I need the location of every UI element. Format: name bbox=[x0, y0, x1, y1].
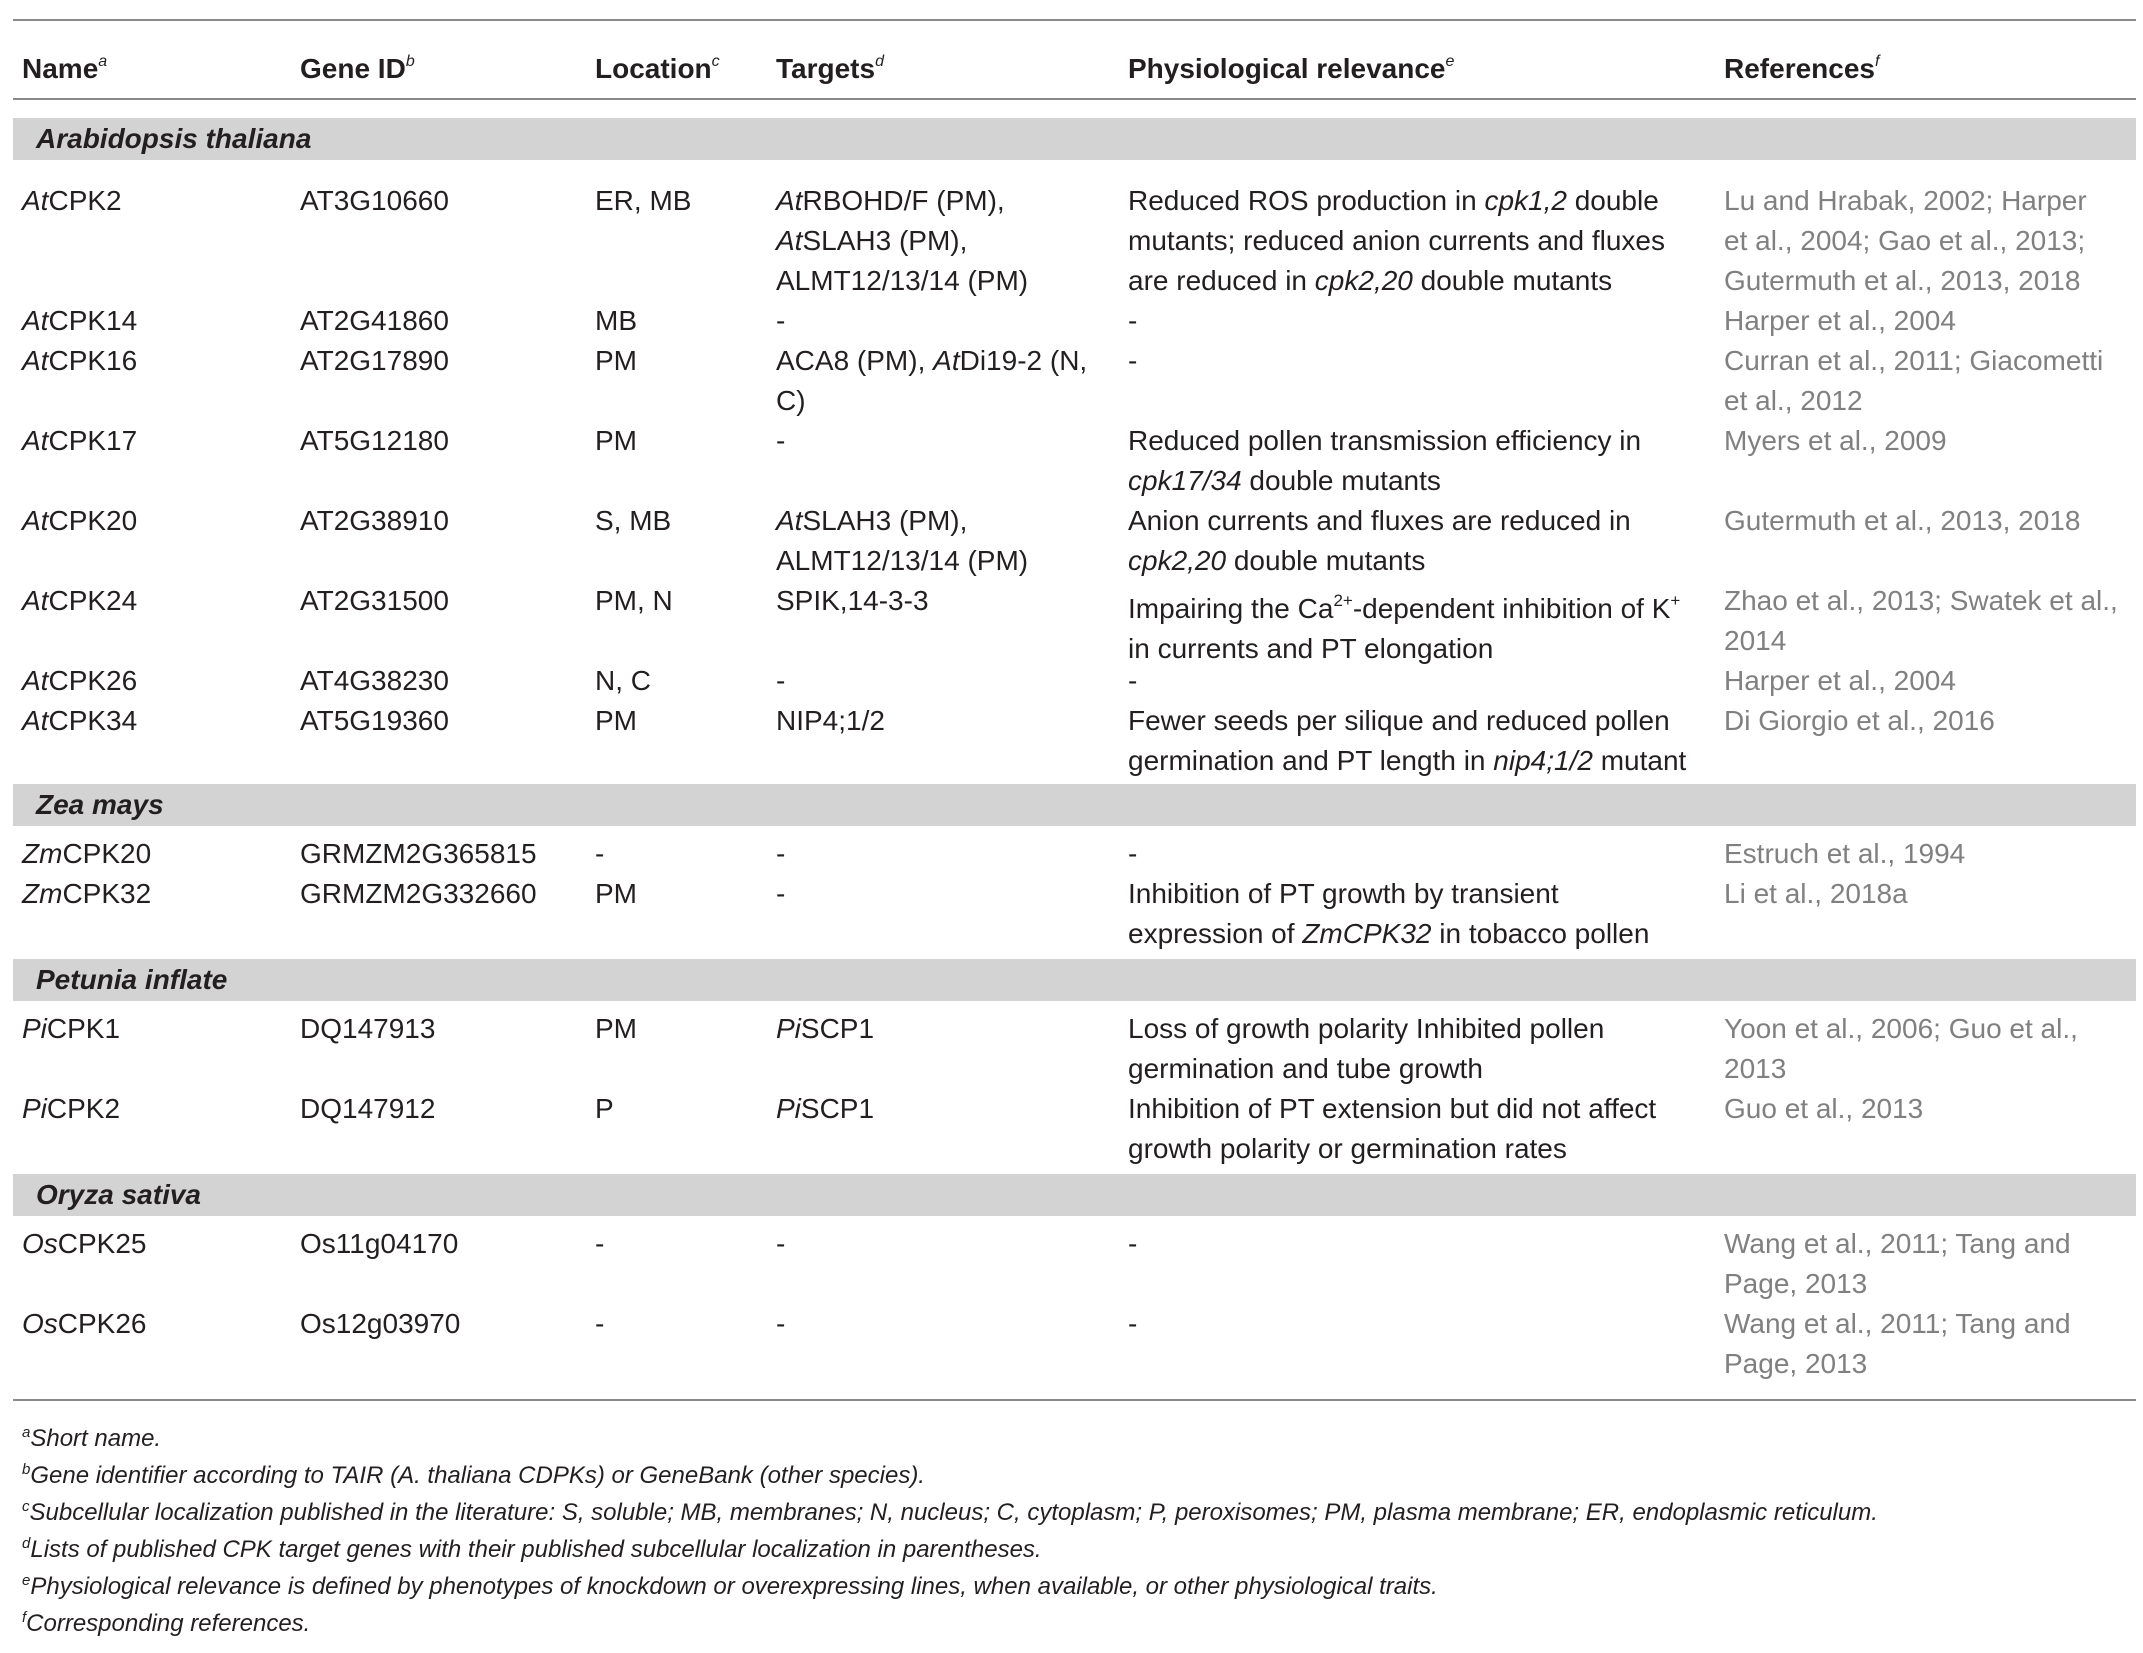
cell-name: AtCPK34 bbox=[22, 705, 138, 736]
cell-gene-id: AT2G17890 bbox=[300, 345, 449, 376]
cell-location: - bbox=[595, 1228, 605, 1259]
cell-gene-id: DQ147913 bbox=[300, 1013, 436, 1044]
cell-physiological-relevance: Reduced pollen transmission efficiency in cpk17/34 double mutants bbox=[1128, 425, 1642, 496]
cell-gene-id: AT2G41860 bbox=[300, 305, 449, 336]
cell-location: ER, MB bbox=[595, 185, 692, 216]
species-band: Petunia inflate bbox=[13, 959, 2136, 1001]
cell-references: Wang et al., 2011; Tang and Page, 2013 bbox=[1724, 1308, 2071, 1379]
cell-references: Harper et al., 2004 bbox=[1724, 305, 1956, 336]
cell-gene-id: AT3G10660 bbox=[300, 185, 449, 216]
cell-targets: - bbox=[776, 665, 786, 696]
cell-location: - bbox=[595, 838, 605, 869]
cell-references: Di Giorgio et al., 2016 bbox=[1724, 705, 1995, 736]
cell-targets: ACA8 (PM), AtDi19-2 (N, C) bbox=[776, 345, 1088, 416]
cell-targets: PiSCP1 bbox=[776, 1013, 875, 1044]
cell-references: Lu and Hrabak, 2002; Harper et al., 2004; Gao et al., 2013; Gutermuth et al., 2013, 2018 bbox=[1724, 185, 2087, 296]
footnote: $^a$Short name. bbox=[22, 1424, 162, 1452]
header-rule bbox=[13, 98, 2136, 100]
footnote: $^f$Corresponding references. bbox=[22, 1609, 311, 1637]
header-physiological-relevance: Physiological relevance$^e$ bbox=[1128, 53, 1455, 84]
cell-name: ZmCPK32 bbox=[22, 878, 152, 909]
header-targets: Targets$^d$ bbox=[776, 53, 884, 84]
cell-physiological-relevance: - bbox=[1128, 665, 1138, 696]
cell-physiological-relevance: Loss of growth polarity Inhibited pollen germination and tube growth bbox=[1128, 1013, 1605, 1084]
cell-targets: PiSCP1 bbox=[776, 1093, 875, 1124]
cell-references: Li et al., 2018a bbox=[1724, 878, 1908, 909]
cell-targets: - bbox=[776, 1308, 786, 1339]
cell-name: PiCPK2 bbox=[22, 1093, 121, 1124]
species-band: Arabidopsis thaliana bbox=[13, 118, 2136, 160]
cell-name: AtCPK24 bbox=[22, 585, 138, 616]
footnote: $^e$Physiological relevance is defined by phenotypes of knockdown or overexpressing lines, when available, or other physiological traits. bbox=[22, 1572, 1438, 1600]
cell-name: AtCPK20 bbox=[22, 505, 138, 536]
cell-location: P bbox=[595, 1093, 614, 1124]
footnote: $^c$Subcellular localization published in the literature: S, soluble; MB, membranes; N, nucleus; C, cytoplasm; P, peroxisomes; PM, plasma membrane; ER, endoplasmic reticulum. bbox=[22, 1498, 1878, 1526]
header-references: References$^f$ bbox=[1724, 53, 1880, 84]
header-location: Location$^c$ bbox=[595, 53, 720, 84]
cell-physiological-relevance: - bbox=[1128, 305, 1138, 336]
cell-physiological-relevance: Anion currents and fluxes are reduced in cpk2,20 double mutants bbox=[1128, 505, 1631, 576]
cell-references: Myers et al., 2009 bbox=[1724, 425, 1947, 456]
cell-references: Curran et al., 2011; Giacometti et al., 2012 bbox=[1724, 345, 2104, 416]
cell-location: N, C bbox=[595, 665, 651, 696]
cell-gene-id: AT5G19360 bbox=[300, 705, 449, 736]
species-band: Zea mays bbox=[13, 784, 2136, 826]
header-gene-id: Gene $ID^b$ bbox=[300, 53, 415, 84]
cell-location: S, MB bbox=[595, 505, 672, 536]
cell-name: AtCPK26 bbox=[22, 665, 138, 696]
cell-gene-id: DQ147912 bbox=[300, 1093, 436, 1124]
cell-targets: SPIK,14-3-3 bbox=[776, 585, 929, 616]
cell-name: AtCPK14 bbox=[22, 305, 138, 336]
cell-gene-id: Os11g04170 bbox=[300, 1228, 459, 1259]
cell-references: Gutermuth et al., 2013, 2018 bbox=[1724, 505, 2081, 536]
cell-physiological-relevance: Reduced ROS production in cpk1,2 double mutants; reduced anion currents and fluxes are reduced in cpk2,20 double mutants bbox=[1128, 185, 1665, 296]
header-name: Name$^a$ bbox=[22, 53, 108, 84]
cell-references: Yoon et al., 2006; Guo et al., 2013 bbox=[1724, 1013, 2078, 1084]
cell-references: Estruch et al., 1994 bbox=[1724, 838, 1966, 869]
cell-gene-id: AT2G38910 bbox=[300, 505, 449, 536]
cell-gene-id: GRMZM2G365815 bbox=[300, 838, 537, 869]
species-band: Oryza sativa bbox=[13, 1174, 2136, 1216]
cell-location: PM bbox=[595, 425, 637, 456]
cell-name: OsCPK25 bbox=[22, 1228, 147, 1259]
cell-references: Harper et al., 2004 bbox=[1724, 665, 1956, 696]
cell-name: AtCPK2 bbox=[22, 185, 122, 216]
cell-physiological-relevance: Impairing the $Ca^{2+}$-dependent inhibition of K+ in currents and PT elongation bbox=[1128, 591, 1681, 664]
cell-name: ZmCPK20 bbox=[22, 838, 152, 869]
cell-references: Wang et al., 2011; Tang and Page, 2013 bbox=[1724, 1228, 2071, 1299]
cell-targets: NIP4;1/2 bbox=[776, 705, 885, 736]
cell-physiological-relevance: Fewer seeds per silique and reduced pollen germination and PT length in nip4;1/2 mutant bbox=[1128, 705, 1687, 776]
cell-targets: - bbox=[776, 878, 786, 909]
cell-location: - bbox=[595, 1308, 605, 1339]
cell-location: PM, N bbox=[595, 585, 673, 616]
cell-gene-id: AT5G12180 bbox=[300, 425, 449, 456]
cell-targets: AtSLAH3 (PM), ALMT12/13/14 (PM) bbox=[776, 505, 1029, 576]
cell-name: PiCPK1 bbox=[22, 1013, 121, 1044]
footnote: $^b$Gene identifier according to TAIR (A. thaliana CDPKs) or GeneBank (other species). bbox=[22, 1461, 925, 1489]
cell-name: AtCPK17 bbox=[22, 425, 138, 456]
cell-physiological-relevance: - bbox=[1128, 838, 1138, 869]
cell-references: Zhao et al., 2013; Swatek et al., 2014 bbox=[1724, 585, 2118, 656]
cell-location: PM bbox=[595, 345, 637, 376]
cell-targets: AtRBOHD/F (PM), AtSLAH3 (PM), ALMT12/13/14 (PM) bbox=[776, 185, 1029, 296]
footnote: $^d$Lists of published CPK target genes with their published subcellular localization in parentheses. bbox=[22, 1535, 1042, 1563]
cell-location: MB bbox=[595, 305, 637, 336]
cell-physiological-relevance: - bbox=[1128, 345, 1138, 376]
cell-gene-id: AT2G31500 bbox=[300, 585, 449, 616]
cell-location: PM bbox=[595, 878, 637, 909]
cell-targets: - bbox=[776, 838, 786, 869]
cell-physiological-relevance: Inhibition of PT extension but did not affect growth polarity or germination rates bbox=[1128, 1093, 1657, 1164]
cell-targets: - bbox=[776, 425, 786, 456]
cell-gene-id: AT4G38230 bbox=[300, 665, 449, 696]
cell-targets: - bbox=[776, 305, 786, 336]
cell-references: Guo et al., 2013 bbox=[1724, 1093, 1924, 1124]
cell-gene-id: Os12g03970 bbox=[300, 1308, 461, 1339]
cell-location: PM bbox=[595, 1013, 637, 1044]
cell-physiological-relevance: - bbox=[1128, 1308, 1138, 1339]
cell-targets: - bbox=[776, 1228, 786, 1259]
cell-gene-id: GRMZM2G332660 bbox=[300, 878, 537, 909]
cell-physiological-relevance: Inhibition of PT growth by transient expression of ZmCPK32 in tobacco pollen bbox=[1128, 878, 1650, 949]
cell-name: OsCPK26 bbox=[22, 1308, 147, 1339]
cell-physiological-relevance: - bbox=[1128, 1228, 1138, 1259]
top-rule bbox=[13, 19, 2136, 21]
bottom-rule bbox=[13, 1399, 2136, 1401]
cell-location: PM bbox=[595, 705, 637, 736]
cell-name: AtCPK16 bbox=[22, 345, 138, 376]
